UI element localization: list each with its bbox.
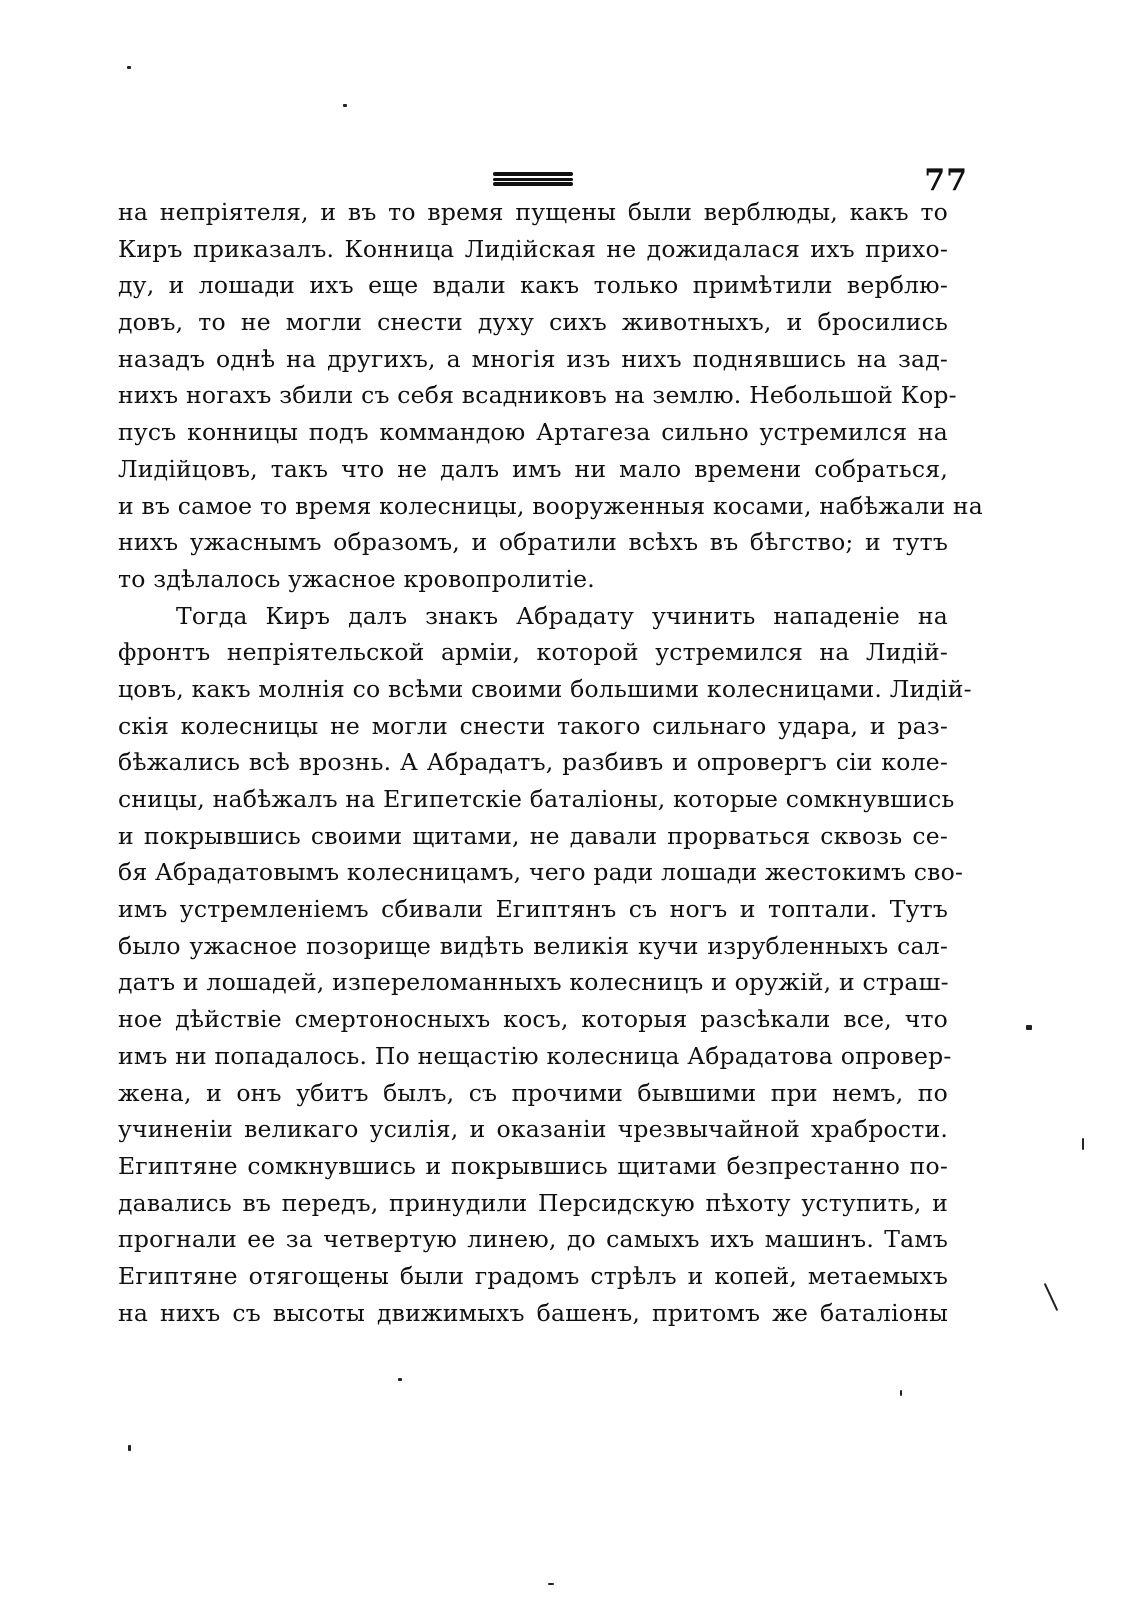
text-line: имъ ни попадалось. По нещастію колесница Абрадатова опровер- [118,1041,952,1070]
text-line: бѣжались всѣ врознь. А Абрадатъ, разбивъ и опровергъ сіи коле- [118,748,948,777]
text-line: прогнали ее за четвертую линею, до самыхъ ихъ машинъ. Тамъ [118,1225,948,1254]
text-line: назадъ однѣ на другихъ, а многія изъ нихъ поднявшись на зад- [118,344,948,373]
body-text [118,194,983,1331]
text-line: Египтяне сомкнувшись и покрывшись щитами безпрестанно по- [118,1151,948,1180]
text-line: цовъ, какъ молнія со всѣми своими большими колесницами. Лидій- [118,674,972,703]
text-line: и покрывшись своими щитами, не давали прорваться сквозь се- [118,821,948,850]
text-line: нихъ ужаснымъ образомъ, и обратили всѣхъ въ бѣгство; и тутъ [118,528,948,557]
text-line: скія колесницы не могли снести такого сильнаго удара, и раз- [118,711,948,740]
text-line: то здѣлалось ужасное кровопролитіе. [118,564,595,593]
text-line: было ужасное позорище видѣть великія кучи изрубленныхъ сал- [118,931,948,960]
header-ornament [493,172,573,186]
text-line: сницы, набѣжалъ на Египетскіе баталіоны, которые сомкнувшись [118,785,955,813]
text-line: жена, и онъ убитъ былъ, съ прочими бывшими при немъ, по [118,1078,948,1107]
text-line: ное дѣйствіе смертоносныхъ косъ, которыя разсѣкали все, что [118,1005,948,1034]
text-line: и въ самое то время колесницы, вооруженныя косами, набѣжали на [118,491,983,520]
text-line: довъ, то не могли снести духу сихъ животныхъ, и бросились [118,308,948,337]
text-line: фронтъ непріятельской арміи, которой устремился на Лидій- [118,638,948,667]
text-line: Лидійцовъ, такъ что не далъ имъ ни мало времени собраться, [118,454,948,483]
text-line: бя Абрадатовымъ колесницамъ, чего ради лошади жестокимъ сво- [118,858,964,887]
scan-speck [1082,1138,1084,1150]
text-line: учиненіи великаго усилія, и оказаніи чрезвычайной храбрости. [118,1115,948,1144]
text-line: давались въ передъ, принудили Персидскую пѣхоту уступить, и [118,1188,948,1217]
text-line: Киръ приказалъ. Конница Лидійская не дожидалася ихъ прихо- [118,234,948,263]
text-line: Египтяне отягощены были градомъ стрѣлъ и копей, метаемыхъ [118,1261,948,1290]
text-line: нихъ ногахъ збили съ себя всадниковъ на землю. Небольшой Кор- [118,381,957,410]
text-line: датъ и лошадей, изпереломанныхъ колесницъ и оружій, и страш- [118,968,949,997]
scan-speck [548,1583,554,1585]
text-line: имъ устремленіемъ сбивали Египтянъ съ ногъ и топтали. Тутъ [118,895,948,924]
scan-speck [128,1445,131,1451]
text-line: пусъ конницы подъ коммандою Артагеза сильно устремился на [118,418,948,447]
scan-speck [398,1378,402,1381]
scan-speck [1044,1283,1058,1311]
scan-speck [127,66,131,69]
text-line: Тогда Киръ далъ знакъ Абрадату учинить нападеніе на [176,601,948,630]
scan-speck [343,104,347,107]
text-line: на непріятеля, и въ то время пущены были верблюды, какъ то [118,198,948,226]
page-number: 77 [924,163,968,198]
text-line: на нихъ съ высоты движимыхъ башенъ, притомъ же баталіоны [118,1298,948,1327]
text-line: ду, и лошади ихъ еще вдали какъ только примѣтили верблю- [118,271,948,300]
scan-speck [900,1390,902,1396]
scan-speck [1026,1025,1032,1030]
